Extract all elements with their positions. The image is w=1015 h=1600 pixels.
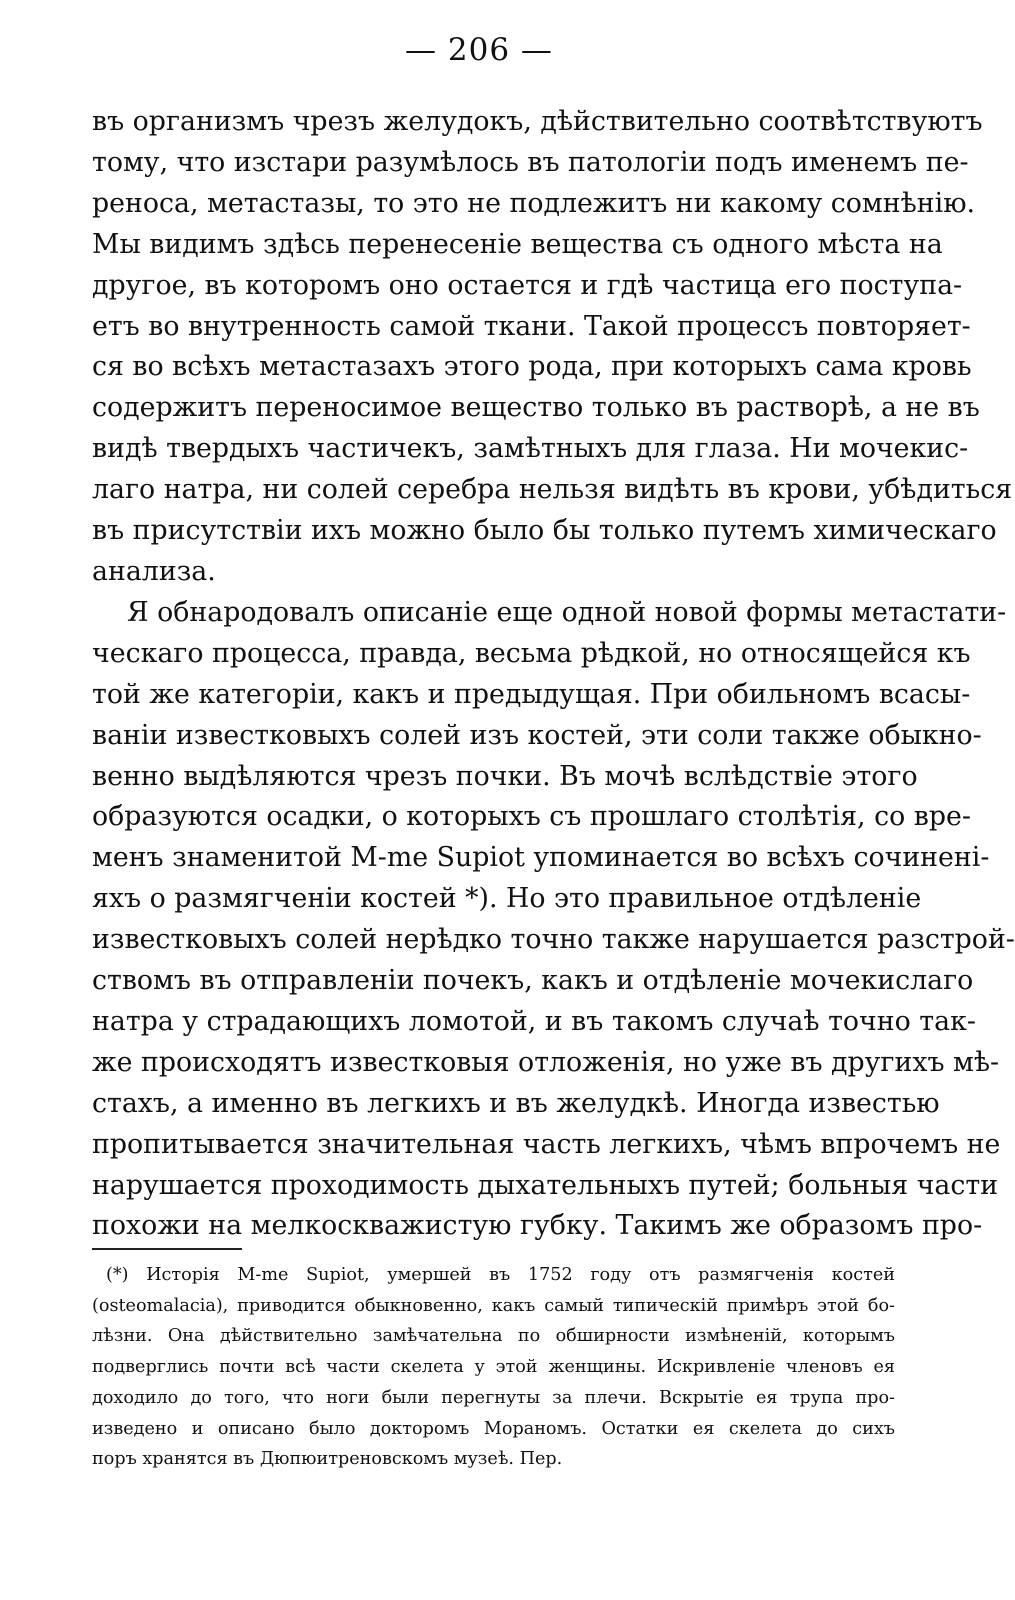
text-line: ствомъ въ отправленіи почекъ, какъ и отдѣленіе мочекислаго [92, 965, 974, 997]
footnote-line: доходило до того, что ноги были перегнуты за плечи. Вскрытіе ея трупа про- [92, 1387, 895, 1408]
text-line: нарушается проходимость дыхательныхъ путей; больныя части [92, 1169, 999, 1201]
footnote [92, 1260, 895, 1475]
text-line: етъ во внутренность самой ткани. Такой процессъ повторяет- [92, 310, 971, 342]
text-line: известковыхъ солей нерѣдко точно также нарушается разстрой- [92, 924, 1015, 956]
text-line: другое, въ которомъ оно остается и гдѣ частица его поступа- [92, 269, 963, 301]
footnote-line: подверглись почти всѣ части скелета у этой женщины. Искривленіе членовъ ея [92, 1357, 895, 1378]
footnote-line: (*) Исторія M-me Supiot, умершей въ 1752 году отъ размягченія костей [106, 1265, 895, 1285]
text-line: ся во всѣхъ метастазахъ этого рода, при которыхъ сама кровь [92, 351, 972, 383]
text-line: натра у страдающихъ ломотой, и въ такомъ случаѣ точно так- [92, 1005, 976, 1037]
text-line: тому, что изстари разумѣлось въ патологіи подъ именемъ пе- [92, 146, 969, 178]
text-line: видѣ твердыхъ частичекъ, замѣтныхъ для глаза. Ни мочекис- [92, 433, 969, 465]
text-line: въ организмъ чрезъ желудокъ, дѣйствительно соотвѣтствуютъ [92, 106, 983, 137]
text-line: яхъ о размягченіи костей *). Но это правильное отдѣленіе [92, 883, 922, 915]
text-line: лаго натра, ни солей серебра нельзя видѣть въ крови, убѣдиться [92, 474, 1013, 506]
text-line: венно выдѣляются чрезъ почки. Въ мочѣ вслѣдствіе этого [92, 760, 918, 792]
text-line: ваніи известковыхъ солей изъ костей, эти соли также обыкно- [92, 719, 982, 751]
text-line: пропитывается значительная часть легкихъ, чѣмъ впрочемъ не [92, 1128, 1001, 1160]
text-line: стахъ, а именно въ легкихъ и въ желудкѣ. Иногда известью [92, 1087, 940, 1119]
text-line: менъ знаменитой M-me Supiot упоминается во всѣхъ сочиненi- [92, 842, 990, 874]
text-line: ческаго процесса, правда, весьма рѣдкой, но относящейся къ [92, 637, 971, 669]
footnote-divider [92, 1248, 242, 1250]
page-number: — 206 — [405, 32, 553, 68]
footnote-line: поръ хранятся въ Дюпюитреновскомъ музеѣ. Пер. [92, 1449, 563, 1470]
main-text [92, 102, 1015, 1247]
text-line: же происходятъ известковыя отложенія, но уже въ другихъ мѣ- [92, 1046, 1000, 1078]
footnote-line: (osteomalacia), приводится обыкновенно, какъ самый типическій примѣръ этой бо- [92, 1295, 895, 1316]
text-line: анализа. [92, 555, 216, 587]
text-line: той же категоріи, какъ и предыдущая. При обильномъ всасы- [92, 678, 971, 710]
text-line: Я обнародовалъ описаніе еще одной новой формы метастати- [127, 596, 1007, 628]
footnote-line: изведено и описано было докторомъ Мораномъ. Остатки ея скелета до сихъ [92, 1418, 895, 1439]
text-line: содержитъ переносимое вещество только въ растворѣ, а не въ [92, 392, 980, 424]
text-line: реноса, метастазы, то это не подлежитъ ни какому сомнѣнію. [92, 187, 976, 219]
text-line: образуются осадки, о которыхъ съ прошлаго столѣтія, со вре- [92, 801, 971, 833]
footnote-line: лѣзни. Она дѣйствительно замѣчательна по обширности измѣненій, которымъ [92, 1326, 895, 1347]
text-line: Мы видимъ здѣсь перенесеніе вещества съ одного мѣста на [92, 228, 943, 260]
text-line: въ присутствіи ихъ можно было бы только путемъ химическаго [92, 515, 997, 547]
text-line: похожи на мелкоскважистую губку. Такимъ же образомъ про- [92, 1210, 983, 1242]
